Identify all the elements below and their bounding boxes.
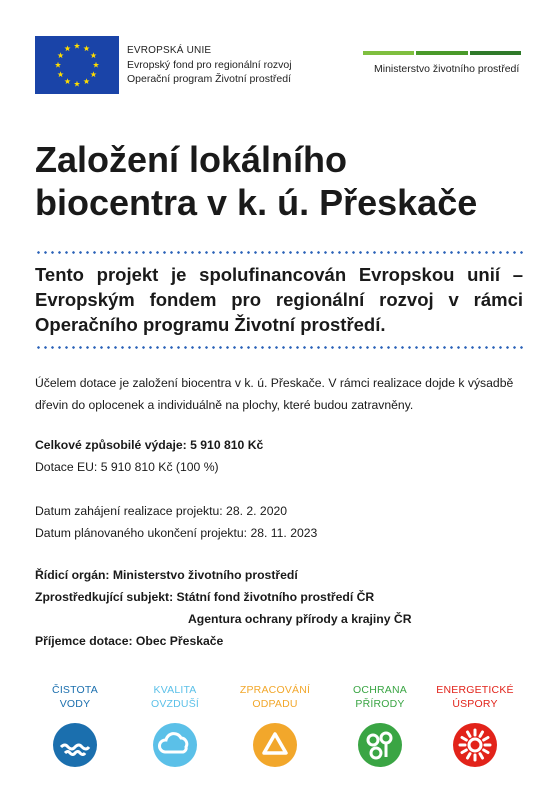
ministry-logo-bars bbox=[363, 51, 521, 55]
icon-label-line2: PŘÍRODY bbox=[355, 698, 405, 710]
dates-section bbox=[35, 500, 523, 544]
waste-triangle-icon bbox=[253, 723, 297, 767]
icon-air-quality bbox=[130, 683, 220, 767]
sun-ray bbox=[480, 732, 483, 736]
sun-ray bbox=[484, 750, 488, 753]
eu-fund-text bbox=[127, 44, 292, 86]
icon-label-line2: ODPADU bbox=[252, 698, 298, 710]
icon-water-quality bbox=[30, 683, 120, 767]
icon-label-line2: OVZDUŠÍ bbox=[150, 698, 200, 710]
sun-ray bbox=[468, 754, 471, 758]
icon-energy-savings bbox=[430, 683, 520, 767]
eu-title: EVROPSKÁ UNIE bbox=[127, 45, 212, 56]
sun-ray bbox=[462, 750, 466, 753]
intermediate-body: Zprostředkující subjekt: Státní fond životního prostředí ČR bbox=[35, 590, 375, 604]
cloud-icon bbox=[153, 723, 197, 767]
sun-icon bbox=[453, 723, 497, 767]
project-title bbox=[35, 138, 535, 224]
dotted-divider-bottom bbox=[35, 346, 523, 349]
ministry-bar bbox=[470, 51, 521, 55]
eu-flag-logo bbox=[35, 36, 119, 94]
start-date: Datum zahájení realizace projektu: 28. 2. 2020 bbox=[35, 504, 288, 518]
ministry-bar bbox=[363, 51, 414, 55]
icon-label-line2: VODY bbox=[59, 698, 91, 710]
ministry-bar bbox=[416, 51, 467, 55]
project-title-line1: Založení lokálního bbox=[35, 139, 348, 180]
total-eligible-costs: Celkové způsobilé výdaje: 5 910 810 Kč bbox=[35, 438, 264, 452]
water-icon bbox=[53, 723, 97, 767]
icon-nature-protection bbox=[335, 683, 425, 767]
eu-programme-name: Operační program Životní prostředí bbox=[127, 73, 291, 85]
icon-label-line1: ENERGETICKÉ bbox=[436, 684, 514, 696]
grant-recipient: Příjemce dotace: Obec Přeskače bbox=[35, 634, 224, 648]
icon-label-line1: ČISTOTA bbox=[52, 684, 98, 696]
eu-fund-name: Evropský fond pro regionální rozvoj bbox=[127, 59, 292, 71]
eu-stars-icon bbox=[35, 36, 119, 94]
icon-label-line2: ÚSPORY bbox=[452, 698, 498, 710]
sun-ray bbox=[484, 738, 488, 741]
purpose-line2: dřevin do oplocenek a individuálně na plochy, které budou zatravněny. bbox=[35, 398, 414, 412]
icon-label-line1: KVALITA bbox=[153, 684, 197, 696]
purpose-text bbox=[35, 372, 523, 416]
icon-label bbox=[430, 683, 520, 713]
ministry-name: Ministerstvo životního prostředí bbox=[374, 63, 520, 75]
icon-label bbox=[230, 683, 320, 713]
intermediate-body-2: Agentura ochrany přírody a krajiny ČR bbox=[188, 612, 412, 626]
icon-label bbox=[30, 683, 120, 713]
bodies-section bbox=[35, 564, 523, 652]
managing-authority: Řídicí orgán: Ministerstvo životního prostředí bbox=[35, 568, 298, 582]
eu-grant: Dotace EU: 5 910 810 Kč (100 %) bbox=[35, 460, 219, 474]
sun-ray bbox=[480, 754, 483, 758]
costs-section bbox=[35, 434, 523, 478]
sun-ray bbox=[462, 738, 466, 741]
nature-icon bbox=[358, 723, 402, 767]
icon-label bbox=[335, 683, 425, 713]
dotted-divider-top bbox=[35, 251, 523, 254]
end-date: Datum plánovaného ukončení projektu: 28. 11. 2023 bbox=[35, 526, 318, 540]
icon-label-line1: OCHRANA bbox=[353, 684, 407, 696]
cofinancing-statement: Tento projekt je spolufinancován Evropskou unií – Evropským fondem pro regionální rozvoj v rámci Operačního programu Životní prostředí. bbox=[35, 264, 523, 335]
project-title-line2: biocentra v k. ú. Přeskače bbox=[35, 182, 478, 223]
icon-label bbox=[130, 683, 220, 713]
sun-ray bbox=[468, 732, 471, 736]
purpose-line1: Účelem dotace je založení biocentra v k. ú. Přeskače. V rámci realizace dojde k výsadbě bbox=[35, 376, 514, 390]
icon-label-line1: ZPRACOVÁNÍ bbox=[239, 684, 311, 696]
icon-waste-processing bbox=[230, 683, 320, 767]
